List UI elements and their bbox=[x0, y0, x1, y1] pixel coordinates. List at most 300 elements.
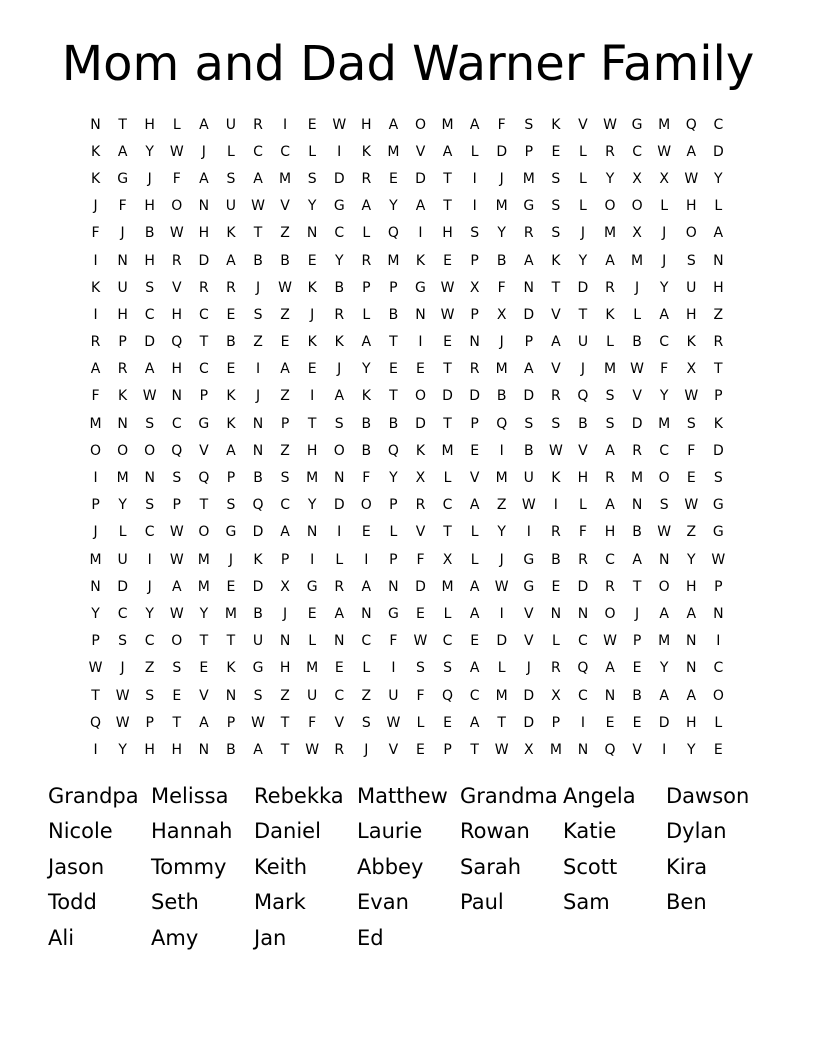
grid-letter: N bbox=[577, 605, 589, 622]
grid-letter: Z bbox=[280, 388, 290, 405]
grid-letter: M bbox=[522, 170, 535, 187]
grid-letter: V bbox=[171, 279, 182, 296]
grid-letter: T bbox=[497, 714, 506, 731]
grid-letter: H bbox=[685, 306, 697, 323]
grid-letter: N bbox=[469, 334, 480, 351]
grid-letter: Y bbox=[145, 143, 154, 160]
grid-letter: D bbox=[415, 415, 426, 432]
grid-letter: C bbox=[198, 361, 209, 378]
grid-letter: I bbox=[472, 170, 477, 187]
grid-letter: Z bbox=[686, 524, 697, 541]
grid-letter: H bbox=[117, 306, 128, 323]
grid-letter: K bbox=[551, 252, 561, 269]
grid-letter: S bbox=[361, 714, 371, 731]
grid-letter: Y bbox=[605, 170, 615, 187]
grid-letter: E bbox=[334, 660, 344, 677]
grid-letter: J bbox=[120, 225, 125, 242]
grid-letter: V bbox=[632, 741, 642, 758]
grid-letter: K bbox=[118, 388, 128, 405]
grid-letter: N bbox=[713, 252, 724, 269]
grid-letter: N bbox=[686, 633, 697, 650]
grid-letter: S bbox=[551, 225, 561, 242]
grid-letter: N bbox=[117, 415, 128, 432]
grid-letter: S bbox=[307, 170, 317, 187]
grid-letter: H bbox=[171, 741, 183, 758]
grid-letter: M bbox=[495, 361, 508, 378]
grid-letter: N bbox=[144, 470, 155, 487]
grid-letter: J bbox=[201, 143, 206, 160]
grid-letter: O bbox=[171, 633, 183, 650]
grid-letter: L bbox=[579, 143, 587, 160]
grid-letter: N bbox=[171, 388, 183, 405]
grid-letter: R bbox=[523, 225, 534, 242]
grid-letter: B bbox=[361, 442, 372, 459]
grid-letter: V bbox=[524, 633, 534, 650]
grid-letter: R bbox=[415, 497, 426, 514]
grid-letter: E bbox=[443, 714, 452, 731]
grid-letter: S bbox=[253, 687, 263, 704]
grid-letter: D bbox=[333, 497, 345, 514]
grid-letter: D bbox=[523, 714, 535, 731]
grid-letter: N bbox=[713, 605, 724, 622]
grid-letter: O bbox=[685, 225, 697, 242]
grid-letter: C bbox=[334, 225, 345, 242]
grid-letter: I bbox=[472, 198, 477, 215]
grid-letter: L bbox=[660, 198, 669, 215]
grid-letter: X bbox=[686, 361, 697, 378]
grid-letter: O bbox=[414, 388, 426, 405]
grid-letter: T bbox=[470, 741, 479, 758]
grid-letter: L bbox=[118, 524, 127, 541]
grid-letter: Y bbox=[714, 170, 723, 187]
grid-letter: E bbox=[470, 442, 480, 459]
grid-letter: P bbox=[280, 551, 290, 568]
grid-letter: W bbox=[386, 714, 401, 731]
grid-row bbox=[82, 356, 732, 383]
grid-letter: W bbox=[142, 388, 157, 405]
grid-letter: O bbox=[604, 605, 616, 622]
grid-letter: Q bbox=[387, 442, 399, 459]
word-bank bbox=[48, 778, 788, 956]
grid-letter: J bbox=[364, 741, 369, 758]
grid-letter: D bbox=[523, 388, 535, 405]
grid-letter: A bbox=[361, 334, 372, 351]
grid-letter: N bbox=[198, 741, 210, 758]
grid-letter: U bbox=[388, 687, 399, 704]
grid-letter: T bbox=[443, 198, 452, 215]
grid-letter: S bbox=[605, 388, 615, 405]
grid-letter: R bbox=[469, 361, 480, 378]
grid-letter: W bbox=[305, 741, 320, 758]
grid-letter: A bbox=[199, 116, 209, 133]
word-bank-item: Dawson bbox=[666, 783, 750, 808]
grid-letter: E bbox=[416, 741, 425, 758]
grid-letter: L bbox=[606, 334, 614, 351]
grid-letter: W bbox=[115, 714, 130, 731]
grid-letter: B bbox=[632, 334, 642, 351]
grid-letter: X bbox=[280, 578, 290, 595]
grid-letter: T bbox=[443, 170, 452, 187]
grid-letter: G bbox=[523, 551, 535, 568]
grid-row bbox=[82, 709, 732, 736]
word-bank-item: Evan bbox=[357, 890, 409, 915]
grid-letter: M bbox=[89, 415, 102, 432]
word-bank-item: Ben bbox=[666, 890, 707, 915]
grid-letter: R bbox=[551, 660, 561, 677]
grid-letter: S bbox=[145, 279, 155, 296]
grid-letter: I bbox=[418, 334, 423, 351]
grid-letter: I bbox=[255, 361, 261, 378]
grid-letter: J bbox=[228, 551, 233, 568]
grid-letter: M bbox=[658, 633, 671, 650]
grid-letter: Y bbox=[497, 225, 506, 242]
grid-letter: Y bbox=[389, 198, 398, 215]
grid-letter: W bbox=[494, 578, 509, 595]
grid-letter: K bbox=[307, 334, 317, 351]
grid-letter: D bbox=[496, 633, 508, 650]
grid-letter: I bbox=[553, 497, 558, 514]
grid-letter: K bbox=[226, 225, 236, 242]
grid-letter: E bbox=[172, 687, 182, 704]
grid-letter: V bbox=[551, 361, 561, 378]
grid-letter: Y bbox=[389, 470, 398, 487]
grid-letter: W bbox=[169, 605, 184, 622]
grid-letter: E bbox=[713, 741, 723, 758]
grid-letter: W bbox=[440, 306, 455, 323]
grid-row bbox=[82, 274, 732, 301]
grid-letter: W bbox=[494, 741, 509, 758]
grid-letter: O bbox=[90, 442, 102, 459]
grid-letter: H bbox=[713, 279, 724, 296]
grid-letter: T bbox=[172, 714, 182, 731]
grid-letter: Y bbox=[307, 497, 317, 514]
grid-letter: E bbox=[388, 170, 398, 187]
grid-letter: D bbox=[144, 334, 156, 351]
grid-letter: Y bbox=[659, 660, 669, 677]
grid-letter: T bbox=[389, 334, 398, 351]
grid-letter: V bbox=[199, 687, 209, 704]
grid-letter: V bbox=[578, 116, 588, 133]
grid-letter: C bbox=[280, 497, 290, 514]
grid-letter: M bbox=[658, 415, 671, 432]
grid-letter: L bbox=[579, 497, 587, 514]
grid-letter: P bbox=[551, 714, 561, 731]
grid-row bbox=[82, 655, 732, 682]
grid-letter: E bbox=[361, 524, 371, 541]
grid-letter: X bbox=[496, 306, 507, 323]
grid-letter: D bbox=[252, 524, 264, 541]
grid-letter: L bbox=[714, 714, 723, 731]
grid-letter: N bbox=[523, 279, 535, 296]
grid-letter: N bbox=[225, 687, 237, 704]
grid-letter: K bbox=[713, 415, 723, 432]
grid-letter: I bbox=[93, 741, 98, 758]
grid-letter: P bbox=[632, 633, 642, 650]
grid-letter: L bbox=[443, 605, 452, 622]
grid-letter: C bbox=[442, 633, 453, 650]
grid-letter: Q bbox=[171, 442, 183, 459]
grid-letter: L bbox=[633, 306, 641, 323]
grid-letter: P bbox=[524, 334, 534, 351]
grid-letter: C bbox=[171, 415, 182, 432]
grid-letter: C bbox=[144, 633, 155, 650]
grid-letter: B bbox=[632, 524, 642, 541]
grid-letter: D bbox=[523, 687, 535, 704]
grid-letter: L bbox=[443, 470, 452, 487]
grid-letter: X bbox=[551, 687, 561, 704]
grid-letter: A bbox=[334, 605, 345, 622]
grid-letter: K bbox=[415, 442, 426, 459]
grid-letter: N bbox=[279, 633, 291, 650]
grid-letter: R bbox=[605, 279, 615, 296]
grid-letter: T bbox=[443, 415, 452, 432]
grid-letter: D bbox=[415, 578, 426, 595]
grid-letter: X bbox=[469, 279, 480, 296]
grid-letter: N bbox=[415, 306, 426, 323]
grid-letter: O bbox=[658, 470, 670, 487]
grid-letter: V bbox=[415, 524, 426, 541]
grid-letter: A bbox=[334, 388, 345, 405]
grid-letter: S bbox=[172, 660, 182, 677]
grid-letter: W bbox=[169, 143, 184, 160]
grid-letter: P bbox=[470, 306, 479, 323]
grid-letter: G bbox=[225, 524, 237, 541]
grid-letter: A bbox=[524, 361, 534, 378]
word-bank-item: Sarah bbox=[460, 854, 522, 879]
grid-letter: H bbox=[144, 198, 155, 215]
grid-letter: M bbox=[603, 225, 617, 242]
grid-letter: H bbox=[685, 714, 697, 731]
word-bank-item: Ali bbox=[48, 925, 75, 950]
grid-letter: B bbox=[253, 605, 263, 622]
grid-letter: K bbox=[361, 388, 371, 405]
grid-letter: Y bbox=[686, 741, 696, 758]
grid-letter: D bbox=[658, 714, 670, 731]
grid-letter: Z bbox=[713, 306, 724, 323]
grid-letter: B bbox=[280, 252, 290, 269]
grid-letter: D bbox=[415, 170, 426, 187]
grid-letter: T bbox=[199, 633, 209, 650]
grid-letter: S bbox=[443, 660, 452, 677]
grid-letter: N bbox=[306, 225, 318, 242]
grid-letter: J bbox=[255, 388, 261, 405]
grid-letter: A bbox=[469, 714, 480, 731]
word-bank-item: Mark bbox=[254, 890, 306, 915]
grid-letter: L bbox=[579, 198, 587, 215]
grid-row bbox=[82, 492, 732, 519]
grid-letter: R bbox=[551, 388, 561, 405]
grid-letter: G bbox=[712, 524, 724, 541]
grid-letter: T bbox=[632, 578, 642, 595]
grid-letter: R bbox=[334, 741, 345, 758]
grid-letter: B bbox=[523, 442, 534, 459]
grid-letter: N bbox=[686, 660, 697, 677]
grid-letter: B bbox=[388, 415, 399, 432]
grid-letter: M bbox=[306, 660, 319, 677]
grid-letter: M bbox=[441, 116, 454, 133]
grid-letter: N bbox=[117, 252, 128, 269]
grid-letter: F bbox=[362, 470, 371, 487]
grid-letter: Y bbox=[118, 497, 127, 514]
grid-letter: T bbox=[199, 334, 209, 351]
grid-letter: A bbox=[605, 497, 615, 514]
grid-letter: W bbox=[603, 116, 617, 133]
grid-letter: B bbox=[253, 252, 263, 269]
grid-letter: Y bbox=[659, 279, 669, 296]
grid-letter: C bbox=[334, 687, 345, 704]
grid-letter: M bbox=[116, 470, 129, 487]
grid-letter: A bbox=[253, 741, 263, 758]
grid-letter: F bbox=[172, 170, 181, 187]
grid-letter: J bbox=[526, 660, 531, 677]
grid-letter: A bbox=[199, 170, 209, 187]
grid-letter: T bbox=[389, 388, 398, 405]
grid-letter: D bbox=[252, 578, 264, 595]
grid-letter: Q bbox=[577, 660, 589, 677]
grid-letter: V bbox=[199, 442, 209, 459]
word-bank-item: Keith bbox=[254, 854, 308, 879]
grid-letter: C bbox=[361, 633, 372, 650]
grid-letter: L bbox=[497, 660, 506, 677]
grid-letter: P bbox=[443, 741, 452, 758]
grid-letter: P bbox=[470, 415, 479, 432]
grid-letter: D bbox=[333, 170, 345, 187]
grid-letter: A bbox=[388, 116, 399, 133]
grid-letter: T bbox=[253, 225, 263, 242]
grid-letter: R bbox=[171, 252, 182, 269]
grid-letter: Z bbox=[496, 497, 507, 514]
grid-letter: Z bbox=[280, 225, 290, 242]
grid-letter: R bbox=[361, 170, 372, 187]
grid-letter: Y bbox=[578, 252, 588, 269]
grid-letter: S bbox=[605, 415, 615, 432]
grid-letter: K bbox=[90, 143, 101, 160]
grid-letter: I bbox=[499, 605, 504, 622]
grid-letter: E bbox=[226, 361, 236, 378]
grid-letter: J bbox=[662, 225, 667, 242]
word-bank-item: Nicole bbox=[48, 819, 113, 844]
grid-letter: S bbox=[659, 497, 669, 514]
grid-letter: R bbox=[226, 279, 236, 296]
grid-letter: P bbox=[389, 497, 398, 514]
word-bank-item: Scott bbox=[563, 854, 618, 879]
grid-letter: F bbox=[118, 198, 127, 215]
grid-letter: P bbox=[280, 415, 290, 432]
grid-row bbox=[82, 464, 732, 491]
grid-letter: G bbox=[333, 198, 345, 215]
grid-letter: H bbox=[171, 306, 183, 323]
page-title: Mom and Dad Warner Family bbox=[61, 36, 755, 92]
grid-letter: J bbox=[120, 660, 125, 677]
grid-letter: E bbox=[443, 252, 452, 269]
grid-letter: Y bbox=[91, 605, 100, 622]
grid-letter: N bbox=[658, 551, 670, 568]
grid-letter: M bbox=[631, 252, 644, 269]
grid-letter: A bbox=[659, 306, 669, 323]
grid-letter: M bbox=[224, 605, 237, 622]
grid-letter: A bbox=[605, 442, 615, 459]
grid-letter: I bbox=[93, 470, 98, 487]
grid-letter: R bbox=[117, 361, 128, 378]
grid-letter: T bbox=[199, 497, 209, 514]
grid-letter: H bbox=[306, 442, 318, 459]
grid-letter: L bbox=[551, 633, 560, 650]
grid-letter: M bbox=[387, 143, 400, 160]
grid-letter: B bbox=[334, 279, 345, 296]
grid-letter: A bbox=[226, 442, 236, 459]
grid-letter: P bbox=[714, 578, 723, 595]
grid-letter: W bbox=[630, 361, 645, 378]
grid-letter: Q bbox=[577, 388, 589, 405]
grid-letter: H bbox=[144, 252, 155, 269]
grid-letter: L bbox=[470, 143, 479, 160]
grid-letter: M bbox=[279, 170, 292, 187]
grid-letter: E bbox=[632, 714, 642, 731]
grid-letter: I bbox=[93, 252, 98, 269]
grid-letter: X bbox=[415, 470, 426, 487]
grid-letter: O bbox=[117, 442, 129, 459]
grid-letter: W bbox=[684, 170, 699, 187]
grid-letter: C bbox=[442, 497, 453, 514]
grid-letter: F bbox=[416, 551, 425, 568]
grid-letter: V bbox=[469, 470, 480, 487]
grid-row bbox=[82, 247, 732, 274]
grid-letter: G bbox=[387, 605, 399, 622]
grid-letter: U bbox=[117, 279, 128, 296]
grid-letter: E bbox=[388, 361, 398, 378]
grid-letter: H bbox=[685, 198, 697, 215]
grid-letter: O bbox=[631, 198, 643, 215]
grid-letter: M bbox=[603, 361, 617, 378]
grid-letter: O bbox=[171, 198, 183, 215]
grid-letter: D bbox=[469, 388, 481, 405]
grid-row bbox=[82, 138, 732, 165]
grid-letter: C bbox=[280, 143, 290, 160]
grid-letter: L bbox=[362, 225, 371, 242]
grid-letter: M bbox=[495, 687, 508, 704]
grid-letter: W bbox=[278, 279, 292, 296]
grid-letter: U bbox=[523, 470, 534, 487]
grid-letter: L bbox=[335, 551, 344, 568]
grid-letter: X bbox=[659, 170, 669, 187]
grid-letter: G bbox=[631, 116, 643, 133]
grid-letter: J bbox=[499, 334, 504, 351]
grid-letter: E bbox=[632, 660, 642, 677]
grid-letter: Y bbox=[199, 605, 209, 622]
grid-letter: Y bbox=[686, 551, 696, 568]
grid-letter: G bbox=[306, 578, 318, 595]
grid-letter: K bbox=[90, 170, 101, 187]
word-bank-item: Paul bbox=[460, 890, 504, 915]
grid-letter: Z bbox=[144, 660, 155, 677]
grid-letter: R bbox=[334, 306, 345, 323]
grid-letter: A bbox=[469, 605, 480, 622]
grid-row bbox=[82, 519, 732, 546]
grid-letter: I bbox=[310, 388, 315, 405]
grid-letter: F bbox=[416, 687, 425, 704]
grid-letter: A bbox=[605, 252, 615, 269]
grid-letter: C bbox=[144, 306, 155, 323]
grid-letter: I bbox=[418, 225, 423, 242]
grid-letter: W bbox=[251, 198, 265, 215]
grid-letter: E bbox=[416, 605, 425, 622]
grid-row bbox=[82, 682, 732, 709]
grid-letter: K bbox=[686, 334, 696, 351]
grid-letter: S bbox=[145, 497, 155, 514]
grid-letter: L bbox=[470, 524, 479, 541]
grid-letter: P bbox=[226, 470, 236, 487]
grid-letter: U bbox=[307, 687, 318, 704]
